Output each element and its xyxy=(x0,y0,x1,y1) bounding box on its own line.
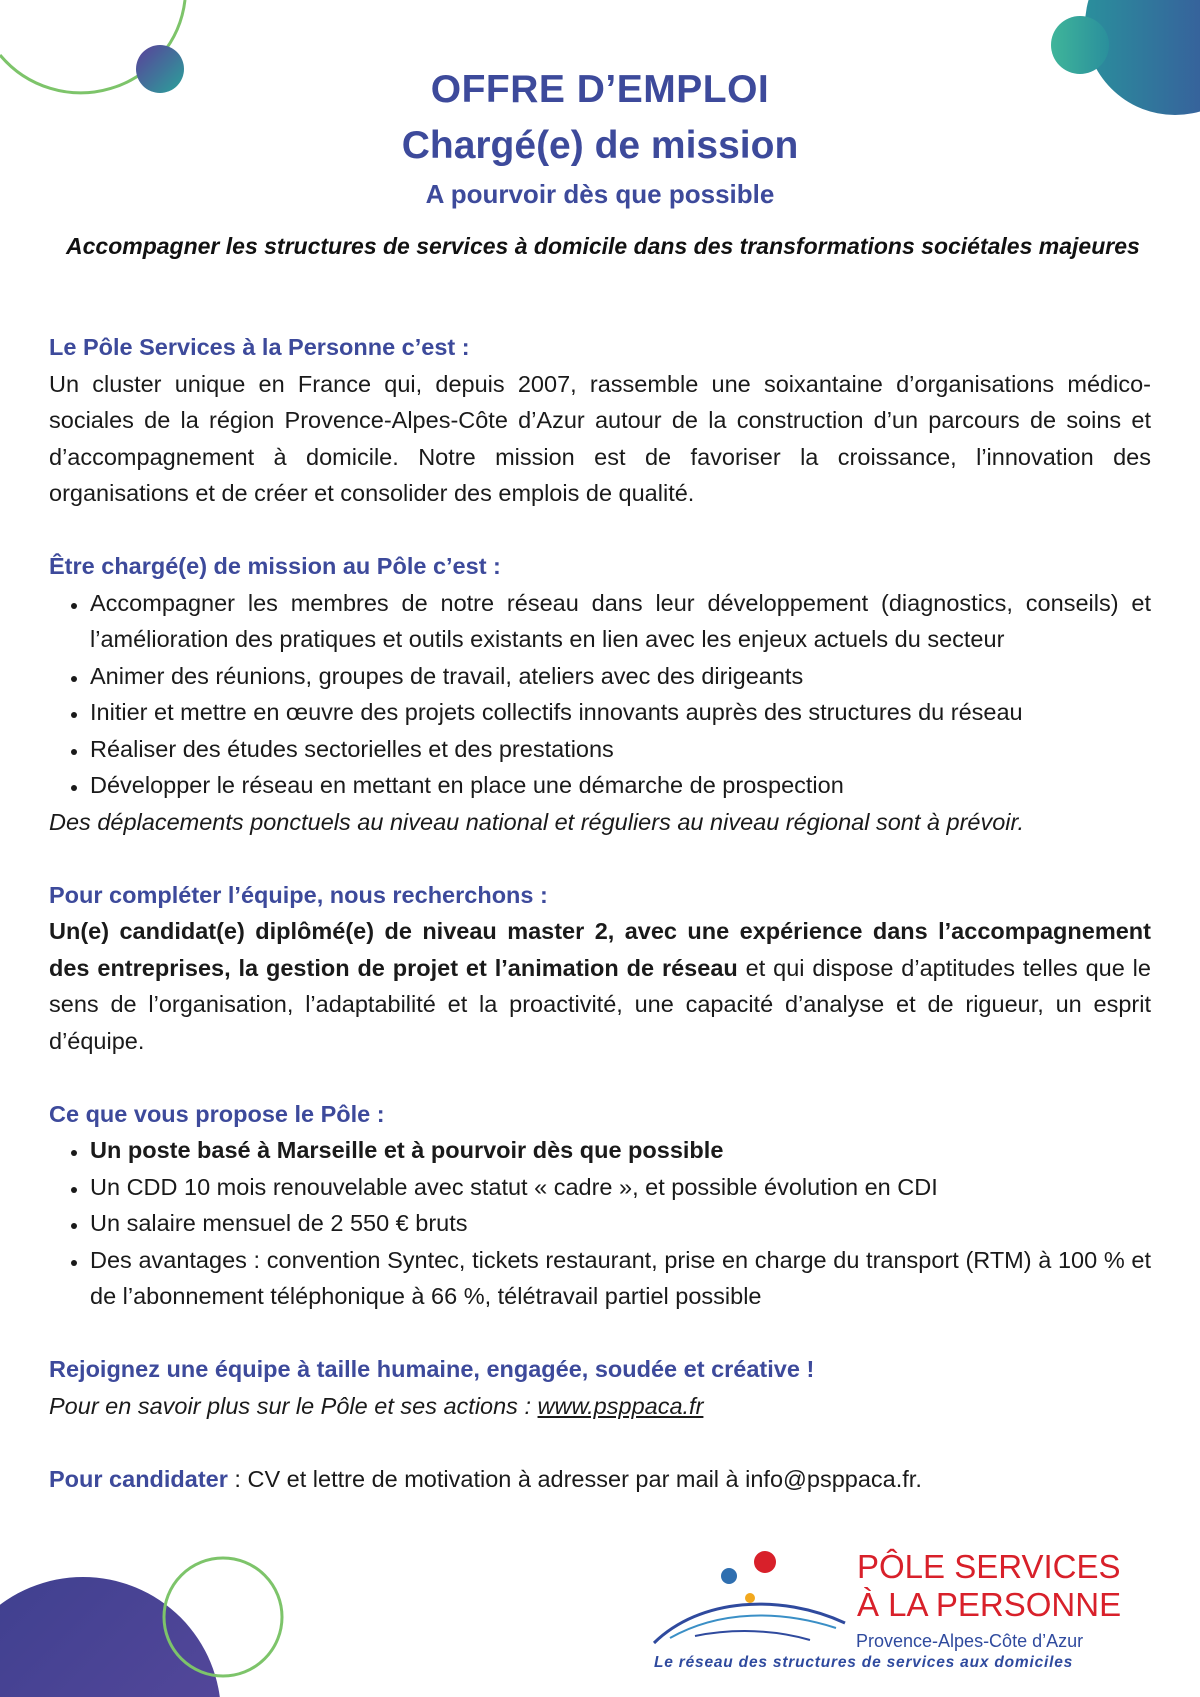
pole-logo xyxy=(640,1548,1140,1678)
logo-line2: À LA PERSONNE xyxy=(857,1586,1122,1623)
mission-list xyxy=(49,585,1151,804)
about-text: Un cluster unique en France qui, depuis 2007, rassemble une soixantaine d’organisations médico-sociales de la région Provence-Alpes-Côte d’Azur autour de la construction d’un parcours de soins et d’accompagnement à domicile. Notre mission est de favoriser la croissance, l’innovation des organisations et de créer et consolider des emplois de qualité. xyxy=(49,370,1151,506)
list-item: • Animer des réunions, groupes de travail, ateliers avec des dirigeants xyxy=(89,658,1151,695)
offer-title: Ce que vous propose le Pôle : xyxy=(49,1100,385,1127)
list-item: • Un CDD 10 mois renouvelable avec statut « cadre », et possible évolution en CDI xyxy=(89,1169,1151,1206)
more-info-text: Pour en savoir plus sur le Pôle et ses actions : xyxy=(49,1392,538,1419)
profile-section xyxy=(49,877,1151,1060)
profile-text xyxy=(49,913,1151,1059)
offer-section xyxy=(49,1096,1151,1315)
apply-line xyxy=(49,1461,1151,1498)
offer-body xyxy=(49,329,1151,1534)
mission-section xyxy=(49,548,1151,840)
list-item: • Développer le réseau en mettant en place une démarche de prospection xyxy=(89,767,1151,804)
about-title: Le Pôle Services à la Personne c’est : xyxy=(49,334,470,360)
list-item: • Un salaire mensuel de 2 550 € bruts xyxy=(89,1205,1151,1242)
list-item: • Initier et mettre en œuvre des projets collectifs innovants auprès des structures du réseau xyxy=(89,694,1151,731)
travel-note: Des déplacements ponctuels au niveau national et réguliers au niveau régional sont à prévoir. xyxy=(49,808,1024,835)
join-title: Rejoignez une équipe à taille humaine, engagée, soudée et créative ! xyxy=(49,1356,815,1382)
logo-region: Provence-Alpes-Côte d’Azur xyxy=(856,1631,1084,1651)
availability-subtitle: A pourvoir dès que possible xyxy=(425,179,775,209)
offer-list xyxy=(49,1132,1151,1315)
join-section xyxy=(49,1351,1151,1424)
list-item: • Accompagner les membres de notre réseau dans leur développement (diagnostics, conseils) et l’amélioration des pratiques et outils existants en lien avec les enjeux actuels du secteur xyxy=(89,585,1151,658)
apply-text: : CV et lettre de motivation à adresser par mail à info@psppaca.fr. xyxy=(227,1465,922,1492)
list-item: • Des avantages : convention Syntec, tickets restaurant, prise en charge du transport (RTM) à 100 % et de l’abonnement téléphonique à 66 %, télétravail partiel possible xyxy=(89,1242,1151,1315)
list-item: • Un poste basé à Marseille et à pourvoir dès que possible xyxy=(89,1132,1151,1169)
logo-mark-icon xyxy=(640,1548,860,1658)
logo-line1: PÔLE SERVICES xyxy=(857,1548,1121,1585)
apply-label: Pour candidater xyxy=(49,1465,228,1492)
profile-title: Pour compléter l’équipe, nous recherchons : xyxy=(49,881,548,908)
apply-section xyxy=(49,1461,1151,1498)
tagline: Accompagner les structures de services à domicile dans des transformations sociétales majeures xyxy=(66,233,1140,259)
logo-tagline: Le réseau des structures de services aux domiciles xyxy=(654,1654,1074,1671)
list-item: • Réaliser des études sectorielles et des prestations xyxy=(89,731,1151,768)
profile-requirements: Un(e) candidat(e) diplômé(e) de niveau master 2, avec une expérience dans l’accompagnement des entreprises, la gestion de projet et l’animation de réseau xyxy=(49,918,1151,981)
mission-title: Être chargé(e) de mission au Pôle c’est : xyxy=(49,553,501,579)
website-link[interactable]: www.psppaca.fr xyxy=(537,1392,704,1419)
offer-heading: OFFRE D’EMPLOI xyxy=(430,68,770,111)
about-section xyxy=(49,329,1151,512)
profile-qualities: et qui dispose d’aptitudes telles que le sens de l’organisation, l’adaptabilité et la proactivité, une capacité d’analyse et de rigueur, un esprit d’équipe. xyxy=(49,954,1151,1054)
bottom-left-decoration xyxy=(0,1530,300,1697)
more-info xyxy=(49,1388,1151,1425)
job-title: Chargé(e) de mission xyxy=(401,124,799,167)
